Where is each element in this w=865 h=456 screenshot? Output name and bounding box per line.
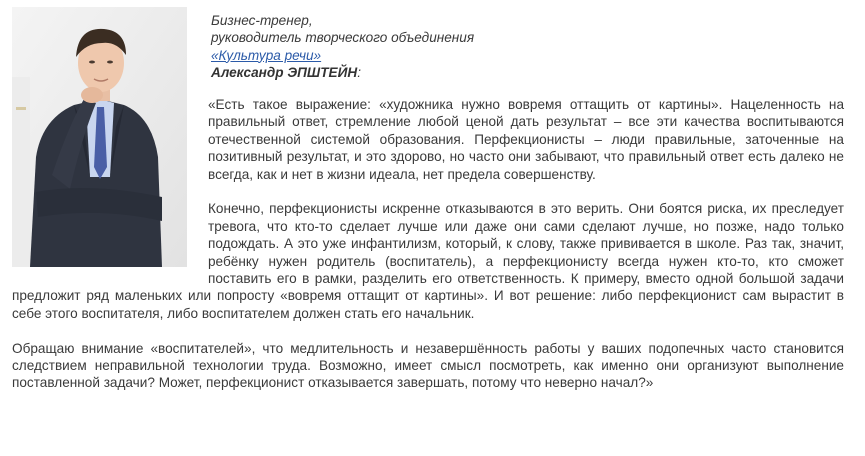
photo-float-spacer: [12, 96, 208, 274]
paragraph-3: Обращаю внимание «воспитателей», что медлительность и незавершённость работы у ваших подопечных часто становится следствием неправильной технологии труда. Возможно, имеет смысл посмотреть, как именно они организуют выполнение поставленной задачи? Может, перфекционист отказывается завершать, потому что неверно начал?»: [12, 340, 844, 391]
author-byline: [211, 12, 474, 82]
paragraph-2: Конечно, перфекционисты искренне отказываются в это верить. Они боятся риска, их преследует тревога, что кто-то сделает лучше или даже они сами сделают лучше, но позже, надо только подождать. А это уже инфантилизм, который, к слову, также прививается в школе. Раз так, значит, ребёнку нужен родитель (воспитатель), а перфекционисту всегда нужен кто-то, кто сможет поставить его в рамки, разделить его ответственность. К примеру, вместо одной большой задачи предложит ряд маленьких или попросту «вовремя оттащит от картины». И вот решение: либо перфекционист сам вырастит в себе этого воспитателя, либо воспитателем должен стать его начальник.: [12, 201, 844, 321]
author-name: Александр ЭПШТЕЙН: [211, 65, 358, 81]
author-name-colon: :: [357, 65, 361, 81]
paragraph-1: «Есть такое выражение: «художника нужно вовремя оттащить от картины». Нацеленность на правильный ответ, стремление любой ценой дать результат – все эти качества воспитываются отечественной системой образования. Перфекционисты – люди правильные, заточенные на позитивный результат, и это здорово, но часто они забывают, что правильный ответ есть далеко не всегда, как и нет в жизни идеала, нет предела совершенству.: [208, 97, 844, 182]
organization-link[interactable]: «Культура речи»: [211, 47, 322, 63]
author-role-line1: Бизнес-тренер,: [211, 13, 313, 28]
author-role-line2: руководитель творческого объединения: [211, 30, 475, 46]
article-body: [12, 96, 844, 409]
